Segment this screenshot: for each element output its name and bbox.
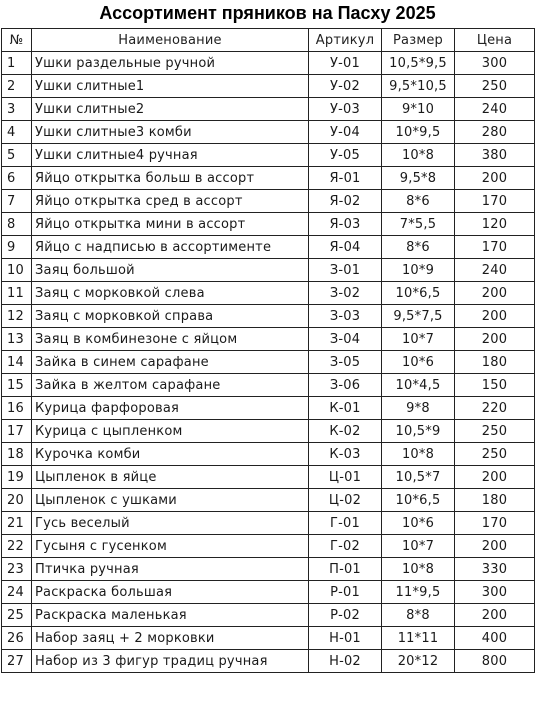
sheet-title: Ассортимент пряников на Пасху 2025 — [99, 3, 436, 23]
table-row — [2, 305, 535, 328]
cell-name: Курица с цыпленком — [32, 420, 309, 443]
cell-price: 240 — [455, 98, 535, 121]
cell-number: 4 — [2, 121, 32, 144]
cell-article: З-03 — [309, 305, 382, 328]
cell-number: 6 — [2, 167, 32, 190]
cell-number: 1 — [2, 52, 32, 75]
cell-price: 150 — [455, 374, 535, 397]
cell-article: Г-01 — [309, 512, 382, 535]
cell-name: Курица фарфоровая — [32, 397, 309, 420]
cell-article: Н-02 — [309, 650, 382, 673]
cell-number: 3 — [2, 98, 32, 121]
table-row — [2, 650, 535, 673]
cell-name: Ушки слитные4 ручная — [32, 144, 309, 167]
cell-size: 10*4,5 — [382, 374, 455, 397]
table-body — [2, 52, 535, 673]
cell-name: Заяц с морковкой справа — [32, 305, 309, 328]
cell-size: 8*6 — [382, 190, 455, 213]
cell-price: 800 — [455, 650, 535, 673]
cell-number: 27 — [2, 650, 32, 673]
cell-article: Ц-02 — [309, 489, 382, 512]
cell-number: 24 — [2, 581, 32, 604]
cell-name: Раскраска маленькая — [32, 604, 309, 627]
table-row — [2, 443, 535, 466]
cell-number: 2 — [2, 75, 32, 98]
cell-number: 12 — [2, 305, 32, 328]
cell-price: 380 — [455, 144, 535, 167]
cell-name: Ушки слитные2 — [32, 98, 309, 121]
table-row — [2, 581, 535, 604]
cell-article: К-01 — [309, 397, 382, 420]
table-row — [2, 213, 535, 236]
cell-name: Курочка комби — [32, 443, 309, 466]
cell-size: 9*10 — [382, 98, 455, 121]
cell-number: 13 — [2, 328, 32, 351]
cell-name: Ушки слитные3 комби — [32, 121, 309, 144]
table-row — [2, 535, 535, 558]
cell-number: 14 — [2, 351, 32, 374]
cell-number: 9 — [2, 236, 32, 259]
cell-size: 7*5,5 — [382, 213, 455, 236]
table-row — [2, 351, 535, 374]
table-row — [2, 397, 535, 420]
cell-name: Яйцо с надписью в ассортименте — [32, 236, 309, 259]
cell-name: Цыпленок с ушками — [32, 489, 309, 512]
header-number: № — [2, 29, 32, 52]
cell-size: 8*8 — [382, 604, 455, 627]
table-row — [2, 328, 535, 351]
cell-size: 8*6 — [382, 236, 455, 259]
cell-article: К-02 — [309, 420, 382, 443]
cell-size: 10*7 — [382, 535, 455, 558]
cell-price: 120 — [455, 213, 535, 236]
cell-price: 170 — [455, 190, 535, 213]
cell-name: Ушки слитные1 — [32, 75, 309, 98]
cell-article: Я-04 — [309, 236, 382, 259]
table-row — [2, 489, 535, 512]
cell-price: 280 — [455, 121, 535, 144]
cell-price: 200 — [455, 604, 535, 627]
table-row — [2, 98, 535, 121]
table-row — [2, 374, 535, 397]
cell-size: 10*7 — [382, 328, 455, 351]
cell-price: 400 — [455, 627, 535, 650]
cell-number: 15 — [2, 374, 32, 397]
table-header — [2, 29, 535, 52]
cell-size: 10*9,5 — [382, 121, 455, 144]
cell-size: 10*9 — [382, 259, 455, 282]
cell-size: 9,5*10,5 — [382, 75, 455, 98]
table-row — [2, 282, 535, 305]
cell-article: Я-03 — [309, 213, 382, 236]
table-row — [2, 604, 535, 627]
cell-article: Р-01 — [309, 581, 382, 604]
cell-article: У-04 — [309, 121, 382, 144]
table-row — [2, 190, 535, 213]
cell-name: Цыпленок в яйце — [32, 466, 309, 489]
cell-size: 11*11 — [382, 627, 455, 650]
table-row — [2, 236, 535, 259]
cell-size: 9*8 — [382, 397, 455, 420]
cell-number: 8 — [2, 213, 32, 236]
cell-price: 200 — [455, 466, 535, 489]
cell-name: Яйцо открытка больш в ассорт — [32, 167, 309, 190]
cell-price: 180 — [455, 489, 535, 512]
cell-article: З-01 — [309, 259, 382, 282]
cell-article: Р-02 — [309, 604, 382, 627]
cell-size: 10*6 — [382, 351, 455, 374]
header-name: Наименование — [32, 29, 309, 52]
cell-article: У-05 — [309, 144, 382, 167]
assortment-table — [1, 28, 535, 673]
cell-name: Набор из 3 фигур традиц ручная — [32, 650, 309, 673]
cell-article: Я-01 — [309, 167, 382, 190]
cell-number: 5 — [2, 144, 32, 167]
cell-number: 7 — [2, 190, 32, 213]
cell-price: 200 — [455, 305, 535, 328]
cell-size: 9,5*8 — [382, 167, 455, 190]
cell-number: 18 — [2, 443, 32, 466]
table-row — [2, 167, 535, 190]
cell-name: Ушки раздельные ручной — [32, 52, 309, 75]
table-row — [2, 627, 535, 650]
cell-name: Зайка в желтом сарафане — [32, 374, 309, 397]
cell-name: Яйцо открытка мини в ассорт — [32, 213, 309, 236]
cell-article: У-01 — [309, 52, 382, 75]
table-row — [2, 259, 535, 282]
cell-number: 20 — [2, 489, 32, 512]
table-row — [2, 420, 535, 443]
cell-size: 20*12 — [382, 650, 455, 673]
cell-name: Яйцо открытка сред в ассорт — [32, 190, 309, 213]
cell-price: 250 — [455, 75, 535, 98]
cell-price: 250 — [455, 443, 535, 466]
cell-number: 25 — [2, 604, 32, 627]
cell-price: 330 — [455, 558, 535, 581]
cell-price: 300 — [455, 581, 535, 604]
table-row — [2, 144, 535, 167]
cell-number: 11 — [2, 282, 32, 305]
cell-price: 200 — [455, 167, 535, 190]
cell-price: 240 — [455, 259, 535, 282]
table-row — [2, 75, 535, 98]
cell-article: З-04 — [309, 328, 382, 351]
cell-number: 23 — [2, 558, 32, 581]
cell-number: 16 — [2, 397, 32, 420]
cell-article: У-02 — [309, 75, 382, 98]
table-row — [2, 466, 535, 489]
cell-name: Гусь веселый — [32, 512, 309, 535]
cell-size: 10*8 — [382, 443, 455, 466]
cell-price: 170 — [455, 236, 535, 259]
cell-number: 17 — [2, 420, 32, 443]
cell-price: 170 — [455, 512, 535, 535]
cell-article: Г-02 — [309, 535, 382, 558]
cell-name: Гусыня с гусенком — [32, 535, 309, 558]
cell-article: Я-02 — [309, 190, 382, 213]
cell-price: 250 — [455, 420, 535, 443]
cell-price: 220 — [455, 397, 535, 420]
cell-price: 200 — [455, 328, 535, 351]
cell-size: 10*6,5 — [382, 489, 455, 512]
cell-size: 10*6,5 — [382, 282, 455, 305]
cell-article: З-06 — [309, 374, 382, 397]
table-row — [2, 52, 535, 75]
cell-size: 10*8 — [382, 558, 455, 581]
cell-name: Заяц в комбинезоне с яйцом — [32, 328, 309, 351]
cell-size: 10*8 — [382, 144, 455, 167]
cell-number: 26 — [2, 627, 32, 650]
cell-article: Ц-01 — [309, 466, 382, 489]
header-price: Цена — [455, 29, 535, 52]
cell-price: 200 — [455, 535, 535, 558]
cell-article: П-01 — [309, 558, 382, 581]
cell-article: К-03 — [309, 443, 382, 466]
cell-number: 19 — [2, 466, 32, 489]
cell-name: Раскраска большая — [32, 581, 309, 604]
cell-article: Н-01 — [309, 627, 382, 650]
cell-size: 10,5*9,5 — [382, 52, 455, 75]
header-article: Артикул — [309, 29, 382, 52]
cell-number: 21 — [2, 512, 32, 535]
cell-name: Заяц большой — [32, 259, 309, 282]
cell-article: З-02 — [309, 282, 382, 305]
cell-number: 22 — [2, 535, 32, 558]
cell-article: У-03 — [309, 98, 382, 121]
cell-name: Заяц с морковкой слева — [32, 282, 309, 305]
table-row — [2, 512, 535, 535]
cell-name: Зайка в синем сарафане — [32, 351, 309, 374]
cell-name: Птичка ручная — [32, 558, 309, 581]
cell-number: 10 — [2, 259, 32, 282]
cell-price: 180 — [455, 351, 535, 374]
cell-size: 10*6 — [382, 512, 455, 535]
cell-name: Набор заяц + 2 морковки — [32, 627, 309, 650]
cell-price: 300 — [455, 52, 535, 75]
table-row — [2, 121, 535, 144]
header-row — [2, 29, 535, 52]
cell-size: 10,5*7 — [382, 466, 455, 489]
header-size: Размер — [382, 29, 455, 52]
table-row — [2, 558, 535, 581]
cell-size: 9,5*7,5 — [382, 305, 455, 328]
cell-size: 11*9,5 — [382, 581, 455, 604]
cell-size: 10,5*9 — [382, 420, 455, 443]
cell-article: З-05 — [309, 351, 382, 374]
cell-price: 200 — [455, 282, 535, 305]
